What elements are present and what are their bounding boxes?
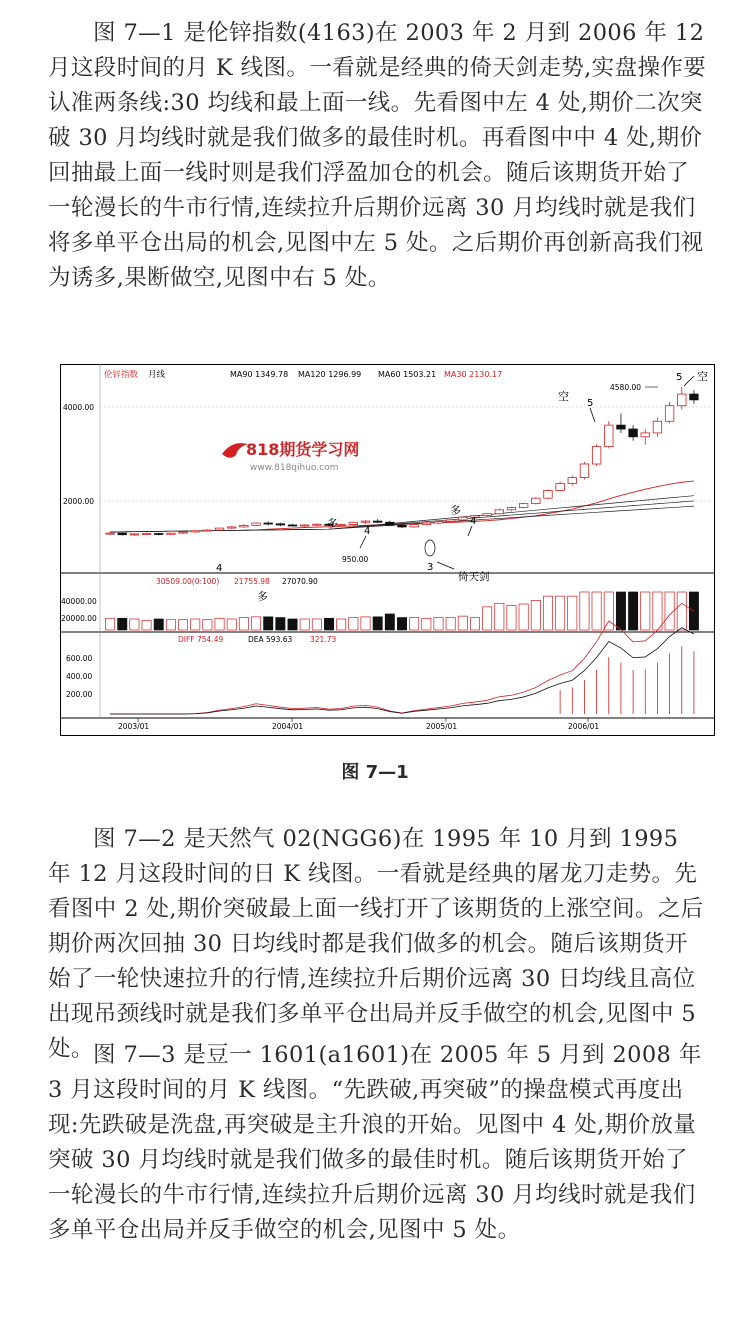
candle-body [130, 534, 139, 535]
volume-bar [543, 596, 552, 630]
annotation-5-left: 5 [587, 398, 594, 409]
price-tick-2000: 2000.00 [63, 497, 95, 506]
candle-body [179, 532, 188, 533]
candle-body [459, 517, 468, 520]
volume-bar [580, 592, 589, 630]
candle-body [677, 394, 686, 406]
chart-header-period: 月线 [148, 370, 166, 380]
volume-bar [653, 592, 662, 630]
candle-body [106, 533, 115, 534]
candle-body [629, 429, 638, 437]
volume-bar [251, 617, 260, 630]
candle-body [641, 433, 650, 437]
macd-val: 321.73 [310, 635, 337, 644]
candle-body [519, 504, 528, 508]
candle-body [276, 524, 285, 525]
candle-body [118, 533, 127, 535]
volume-header-1: 30509.00(0:100) [156, 577, 220, 586]
candle-body [544, 490, 553, 498]
price-tick-4000: 4000.00 [63, 403, 95, 412]
volume-bar [203, 620, 212, 630]
volume-bar [641, 592, 650, 630]
chart-header-name: 伦锌指数 [104, 370, 139, 380]
candle-body [446, 520, 455, 522]
candle-body [568, 478, 577, 484]
candle-body [240, 525, 249, 527]
volume-bar [568, 596, 577, 630]
volume-bar [215, 618, 224, 630]
kline-figure [60, 364, 715, 736]
volume-bar [592, 592, 601, 630]
volume-bar [130, 619, 139, 630]
volume-bar [178, 620, 187, 630]
macd-tick-200: 200.00 [66, 690, 93, 699]
volume-bar [118, 618, 127, 630]
volume-bar [458, 616, 467, 630]
candle-body [203, 530, 212, 531]
macd-tick-400: 400.00 [66, 672, 93, 681]
volume-bar [276, 618, 285, 630]
volume-bar [300, 619, 309, 630]
volume-header-2: 21755.98 [234, 577, 270, 586]
annotation-sword: 倚天剑 [458, 571, 490, 583]
candle-body [142, 534, 151, 535]
candle-body [617, 425, 626, 429]
candle-body [434, 521, 443, 523]
candle-body [580, 464, 589, 478]
candle-body [556, 483, 565, 490]
candle-body [373, 521, 382, 522]
volume-bar [446, 618, 455, 630]
figure-caption: 图 7—1 [341, 762, 409, 783]
volume-bar [410, 618, 419, 630]
volume-bar [105, 618, 114, 630]
candle-body [507, 508, 516, 510]
candle-body [154, 534, 163, 535]
candle-body [398, 525, 407, 527]
chart-header-ma30: MA30 2130.17 [444, 370, 503, 379]
candle-body [349, 522, 358, 524]
volume-bar [495, 603, 504, 630]
candle-body [410, 525, 419, 527]
chart-header-ma120: MA120 1296.99 [298, 370, 362, 379]
annotation-duo-mid: 多 [450, 504, 461, 517]
volume-bar [227, 619, 236, 630]
paragraph-3: 图 7—3 是豆一 1601(a1601)在 2005 年 5 月到 2008 年 3 月这段时间的月 K 线图。“先跌破,再突破”的操盘模式再度出现:先跌破是洗盘,再突破是主升浪的开始。见图中 4 处,期价放量突破 30 月均线时就是我们做多的最佳时机。随后该期货开始了一轮漫长的牛市行情,连续拉升后期价远离 30 月均线时就是我们多单平仓出局并反手做空的机会,见图中 5 处。 [48, 1042, 702, 1243]
volume-bar [604, 592, 613, 630]
annotation-duo-left: 多 [327, 517, 338, 530]
volume-bar [166, 620, 175, 630]
volume-bar [239, 618, 248, 630]
candle-body [288, 525, 297, 526]
candle-body [300, 525, 309, 526]
volume-bar [142, 620, 151, 630]
volume-bar [665, 592, 674, 630]
volume-bar [154, 619, 163, 630]
annotation-4-bottom: 4 [216, 563, 223, 574]
macd-tick-600: 600.00 [66, 654, 93, 663]
annotation-kong-right: 空 [697, 370, 708, 383]
volume-bar [470, 618, 479, 630]
volume-bar [628, 592, 637, 630]
chart-header-ma90: MA90 1349.78 [230, 370, 289, 379]
candle-body [191, 531, 200, 532]
annotation-4-mid: 4 [470, 516, 477, 527]
candle-body [532, 498, 541, 503]
candle-body [313, 524, 322, 525]
candle-body [665, 406, 674, 422]
volume-bar [361, 617, 370, 630]
annotation-kong-left: 空 [558, 390, 569, 403]
volume-bar [337, 619, 346, 630]
volume-bar [312, 619, 321, 630]
volume-bar [677, 592, 686, 630]
candle-body [264, 523, 273, 524]
volume-bar [531, 600, 540, 630]
volume-bar [191, 619, 200, 630]
candle-body [605, 425, 614, 446]
volume-bar [288, 619, 297, 630]
volume-bar [616, 592, 625, 630]
candle-body [690, 394, 699, 400]
macd-dea: DEA 593.63 [248, 635, 293, 644]
candle-body [361, 521, 370, 522]
candle-body [252, 523, 261, 525]
volume-bar [483, 607, 492, 630]
volume-bar [349, 618, 358, 630]
volume-bar [519, 604, 528, 630]
annotation-duo-bottom: 多 [257, 590, 268, 603]
volume-bar [556, 596, 565, 630]
volume-bar [385, 614, 394, 630]
candle-body [653, 421, 662, 433]
volume-tick-40000: 40000.00 [61, 597, 97, 606]
volume-bar [264, 617, 273, 630]
x-tick-2005: 2005/01 [426, 722, 458, 731]
candle-body [227, 527, 236, 528]
paragraph-2: 图 7—2 是天然气 02(NGG6)在 1995 年 10 月到 1995 年 12 月这段时间的日 K 线图。一看就是经典的屠龙刀走势。先看图中 2 处,期价突破最上面一线打开了该期货的上涨空间。之后期价两次回抽 30 日均线时都是我们做多的机会。随后该期货开始了一轮快速拉升的行情,连续拉升后期价远离 30 日均线且高位出现吊颈线时就是我们多单平仓出局并反手做空的机会,见图中 5 处。 [48, 826, 704, 1062]
annotation-4-left: 4 [364, 526, 371, 537]
candle-body [422, 523, 431, 525]
candle-body [592, 447, 601, 464]
annotation-high: 4580.00 [610, 383, 642, 392]
chart-header-ma60: MA60 1503.21 [378, 370, 437, 379]
paragraph-1: 图 7—1 是伦锌指数(4163)在 2003 年 2 月到 2006 年 12 月这段时间的月 K 线图。一看就是经典的倚天剑走势,实盘操作要认准两条线:30 均线和最上面一线。先看图中左 4 处,期价二次突破 30 月均线时就是我们做多的最佳时机。再看图中中 4 处,期价回抽最上面一线时则是我们浮盈加仓的机会。随后该期货开始了一轮漫长的牛市行情,连续拉升后期价远离 30 月均线时就是我们将多单平仓出局的机会,见图中左 5 处。之后期价再创新高我们视为诱多,果断做空,见图中右 5 处。 [48, 20, 707, 291]
candle-body [483, 514, 492, 516]
x-tick-2004: 2004/01 [272, 722, 304, 731]
volume-tick-20000: 20000.00 [61, 614, 97, 623]
volume-bar [373, 617, 382, 630]
candle-body [167, 533, 176, 534]
candle-body [495, 510, 504, 514]
annotation-low: 950.00 [342, 555, 369, 564]
candle-body [337, 525, 346, 526]
x-tick-2006: 2006/01 [568, 722, 600, 731]
volume-header-3: 27070.90 [282, 577, 318, 586]
annotation-3: 3 [427, 562, 434, 573]
volume-bar [397, 618, 406, 630]
macd-diff: DIFF 754.49 [178, 635, 224, 644]
annotation-5-right: 5 [676, 372, 683, 383]
watermark-url: www.818qihuo.com [250, 463, 339, 473]
volume-bar [324, 618, 333, 630]
x-tick-2003: 2003/01 [118, 722, 150, 731]
volume-bar [507, 605, 516, 630]
volume-bar [434, 618, 443, 630]
candle-body [386, 522, 395, 525]
volume-bar [422, 618, 431, 630]
candle-body [215, 528, 224, 530]
watermark-brand: 818期货学习网 [246, 440, 360, 459]
